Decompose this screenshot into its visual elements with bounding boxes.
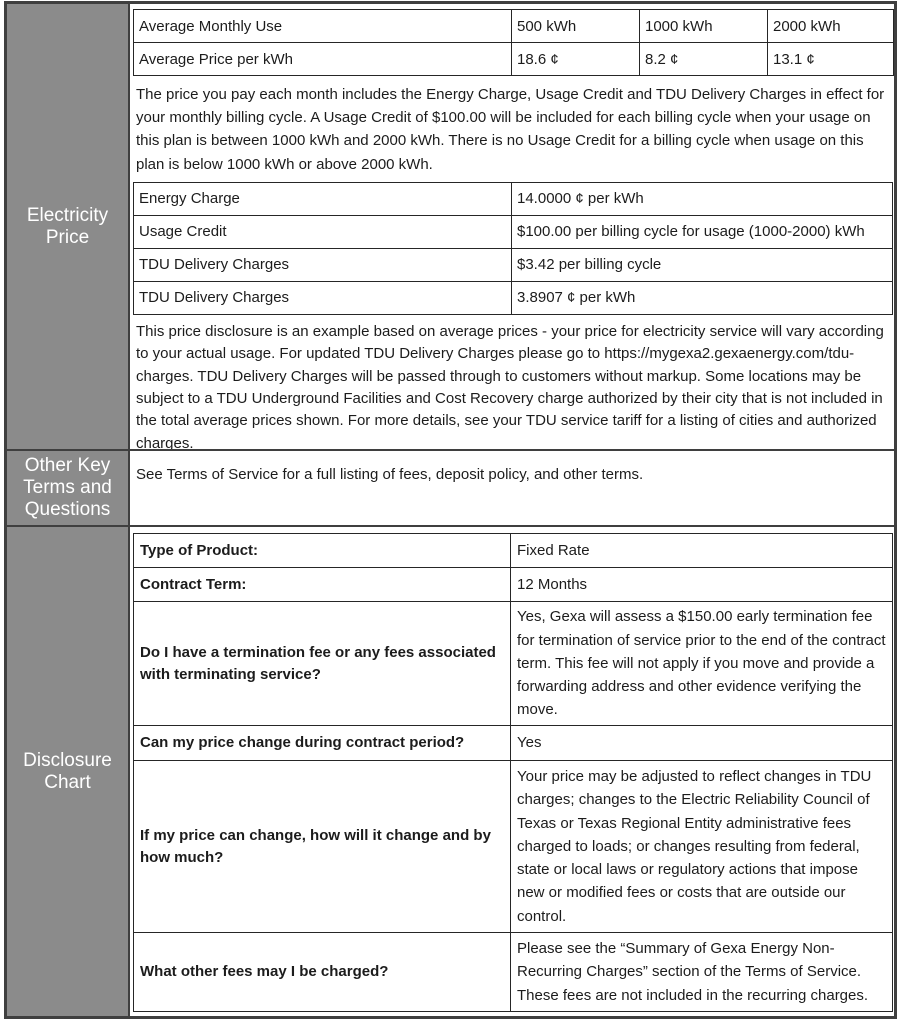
electricity-facts-label-document [4,1,897,1019]
table-row [134,534,893,568]
table-cell: 18.6 ¢ [512,43,640,76]
other-key-terms-text: See Terms of Service for a full listing of fees, deposit policy, and other terms. [136,466,644,483]
question-cell: Contract Term: [134,568,511,602]
section-electricity-price [7,4,894,452]
table-cell: 3.8907 ¢ per kWh [512,281,893,314]
table-row [134,602,893,726]
table-cell: Energy Charge [134,182,512,215]
average-price-table [133,9,894,76]
table-cell: Average Monthly Use [134,10,512,43]
table-row [134,215,893,248]
section-disclosure-chart [7,525,894,1016]
table-row [134,281,893,314]
answer-cell: 12 Months [511,568,893,602]
charges-table [133,182,893,315]
table-cell: 8.2 ¢ [640,43,768,76]
answer-cell: Yes, Gexa will assess a $150.00 early termination fee for termination of service prior to the end of the contract term. This fee will not apply if you move and provide a forwarding address and other evidence verifying the move. [511,602,893,726]
table-cell: Average Price per kWh [134,43,512,76]
section-label-disclosure-chart: Disclosure Chart [7,527,130,1016]
question-cell: Do I have a termination fee or any fees associated with terminating service? [134,602,511,726]
section-label-other-key-terms: Other Key Terms and Questions [7,451,130,525]
table-row [134,726,893,761]
disclosure-chart-table [133,533,893,1012]
table-cell: 500 kWh [512,10,640,43]
table-cell: TDU Delivery Charges [134,281,512,314]
table-cell: 13.1 ¢ [768,43,894,76]
table-cell: 2000 kWh [768,10,894,43]
question-cell: If my price can change, how will it change and by how much? [134,761,511,933]
table-row [134,248,893,281]
table-row [134,933,893,1012]
table-cell: $100.00 per billing cycle for usage (1000-2000) kWh [512,215,893,248]
usage-credit-paragraph: The price you pay each month includes the Energy Charge, Usage Credit and TDU Delivery Charges in effect for your monthly billing cycle. A Usage Credit of $100.00 will be included for each billing cycle when your usage on this plan is between 1000 kWh and 2000 kWh. There is no Usage Credit for a billing cycle when usage on this plan is below 1000 kWh or above 2000 kWh. [136,86,885,173]
answer-cell: Your price may be adjusted to reflect changes in TDU charges; changes to the Electric Reliability Council of Texas or Texas Regional Entity administrative fees charged to loads; or changes resulting from federal, state or local laws or regulatory actions that impose new or modified fees or costs that are outside our control. [511,761,893,933]
table-cell: Usage Credit [134,215,512,248]
price-disclosure-paragraph: This price disclosure is an example based on average prices - your price for electricity service will vary according to your actual usage. For updated TDU Delivery Charges please go to https://mygexa2.gexaenergy.com/tdu-charges. TDU Delivery Charges will be passed through to customers without markup. Some locations may be subject to a TDU Underground Facilities and Cost Recovery charge authorized by their city that is not included in the total average prices shown. For more details, see your TDU service tariff for a listing of cities and authorized charges. [136,322,884,452]
electricity-price-content [130,4,894,452]
answer-cell: Yes [511,726,893,761]
disclosure-chart-content [130,527,894,1016]
table-row [134,761,893,933]
table-row [134,10,894,43]
question-cell: Type of Product: [134,534,511,568]
table-cell: TDU Delivery Charges [134,248,512,281]
table-cell: $3.42 per billing cycle [512,248,893,281]
table-cell: 14.0000 ¢ per kWh [512,182,893,215]
section-other-key-terms [7,449,894,525]
table-cell: 1000 kWh [640,10,768,43]
section-label-electricity-price: Electricity Price [7,4,130,449]
table-row [134,568,893,602]
answer-cell: Fixed Rate [511,534,893,568]
table-row [134,182,893,215]
question-cell: What other fees may I be charged? [134,933,511,1012]
question-cell: Can my price change during contract period? [134,726,511,761]
answer-cell: Please see the “Summary of Gexa Energy Non-Recurring Charges” section of the Terms of Service. These fees are not included in the recurring charges. [511,933,893,1012]
table-row [134,43,894,76]
